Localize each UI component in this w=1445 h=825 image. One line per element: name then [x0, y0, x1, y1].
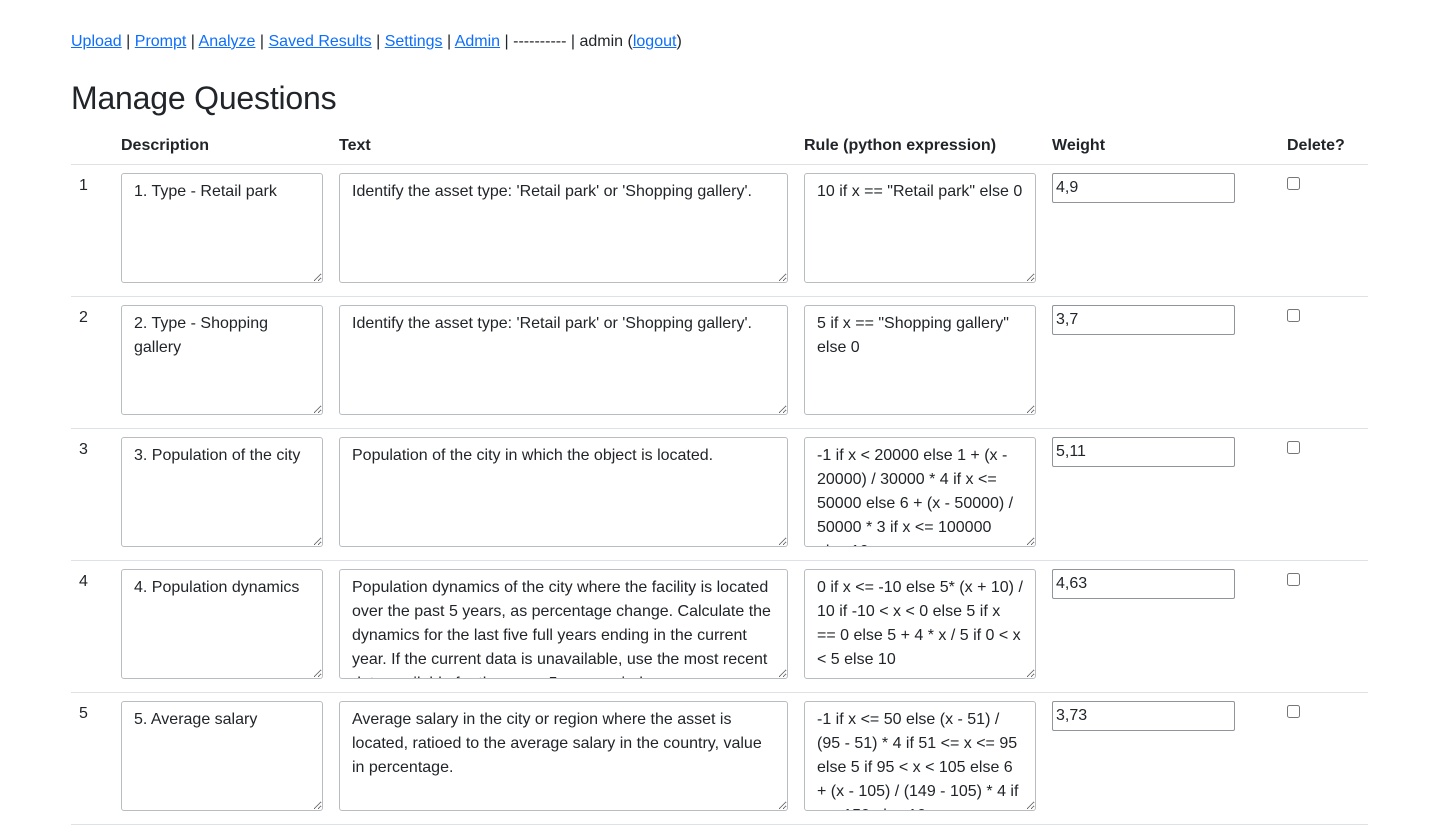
- column-header-rule: Rule (python expression): [796, 128, 1044, 165]
- delete-checkbox[interactable]: [1287, 573, 1300, 586]
- text-textarea[interactable]: [339, 437, 788, 547]
- table-row: [71, 429, 1368, 561]
- rule-textarea[interactable]: [804, 437, 1036, 547]
- column-header-text: Text: [331, 128, 796, 165]
- weight-input[interactable]: [1052, 701, 1235, 731]
- nav-settings-link[interactable]: Settings: [384, 33, 443, 50]
- nav-upload-link[interactable]: Upload: [71, 33, 122, 50]
- rule-textarea[interactable]: [804, 173, 1036, 283]
- column-header-description: Description: [113, 128, 331, 165]
- nav-prompt-link[interactable]: Prompt: [134, 33, 187, 50]
- rule-textarea[interactable]: [804, 569, 1036, 679]
- row-number: 3: [71, 429, 113, 561]
- rule-textarea[interactable]: [804, 701, 1036, 811]
- delete-checkbox[interactable]: [1287, 177, 1300, 190]
- row-number: 5: [71, 693, 113, 825]
- description-textarea[interactable]: [121, 437, 323, 547]
- row-number: 2: [71, 297, 113, 429]
- delete-checkbox[interactable]: [1287, 705, 1300, 718]
- text-textarea[interactable]: [339, 305, 788, 415]
- delete-checkbox[interactable]: [1287, 441, 1300, 454]
- description-textarea[interactable]: [121, 305, 323, 415]
- weight-input[interactable]: [1052, 173, 1235, 203]
- table-row: [71, 165, 1368, 297]
- column-header-weight: Weight: [1044, 128, 1279, 165]
- row-number: 4: [71, 561, 113, 693]
- text-textarea[interactable]: [339, 569, 788, 679]
- nav-username: admin: [579, 33, 624, 50]
- description-textarea[interactable]: [121, 173, 323, 283]
- top-nav: Upload | Prompt | Analyze | Saved Results | Settings | Admin | ---------- | admin (logout): [71, 33, 682, 50]
- rule-textarea[interactable]: [804, 305, 1036, 415]
- weight-input[interactable]: [1052, 305, 1235, 335]
- page-title: Manage Questions: [71, 80, 337, 116]
- logout-link[interactable]: logout: [632, 33, 677, 50]
- column-header-number: [71, 128, 113, 165]
- text-textarea[interactable]: [339, 173, 788, 283]
- weight-input[interactable]: [1052, 437, 1235, 467]
- column-header-delete: Delete?: [1279, 128, 1368, 165]
- questions-table: [71, 128, 1368, 825]
- weight-input[interactable]: [1052, 569, 1235, 599]
- description-textarea[interactable]: [121, 701, 323, 811]
- row-number: 1: [71, 165, 113, 297]
- description-textarea[interactable]: [121, 569, 323, 679]
- table-row: [71, 297, 1368, 429]
- delete-checkbox[interactable]: [1287, 309, 1300, 322]
- text-textarea[interactable]: [339, 701, 788, 811]
- nav-saved-results-link[interactable]: Saved Results: [268, 33, 372, 50]
- table-header-row: [71, 128, 1368, 165]
- nav-separator: ----------: [513, 33, 567, 50]
- table-row: [71, 693, 1368, 825]
- nav-admin-link[interactable]: Admin: [454, 33, 501, 50]
- nav-analyze-link[interactable]: Analyze: [198, 33, 256, 50]
- table-row: [71, 561, 1368, 693]
